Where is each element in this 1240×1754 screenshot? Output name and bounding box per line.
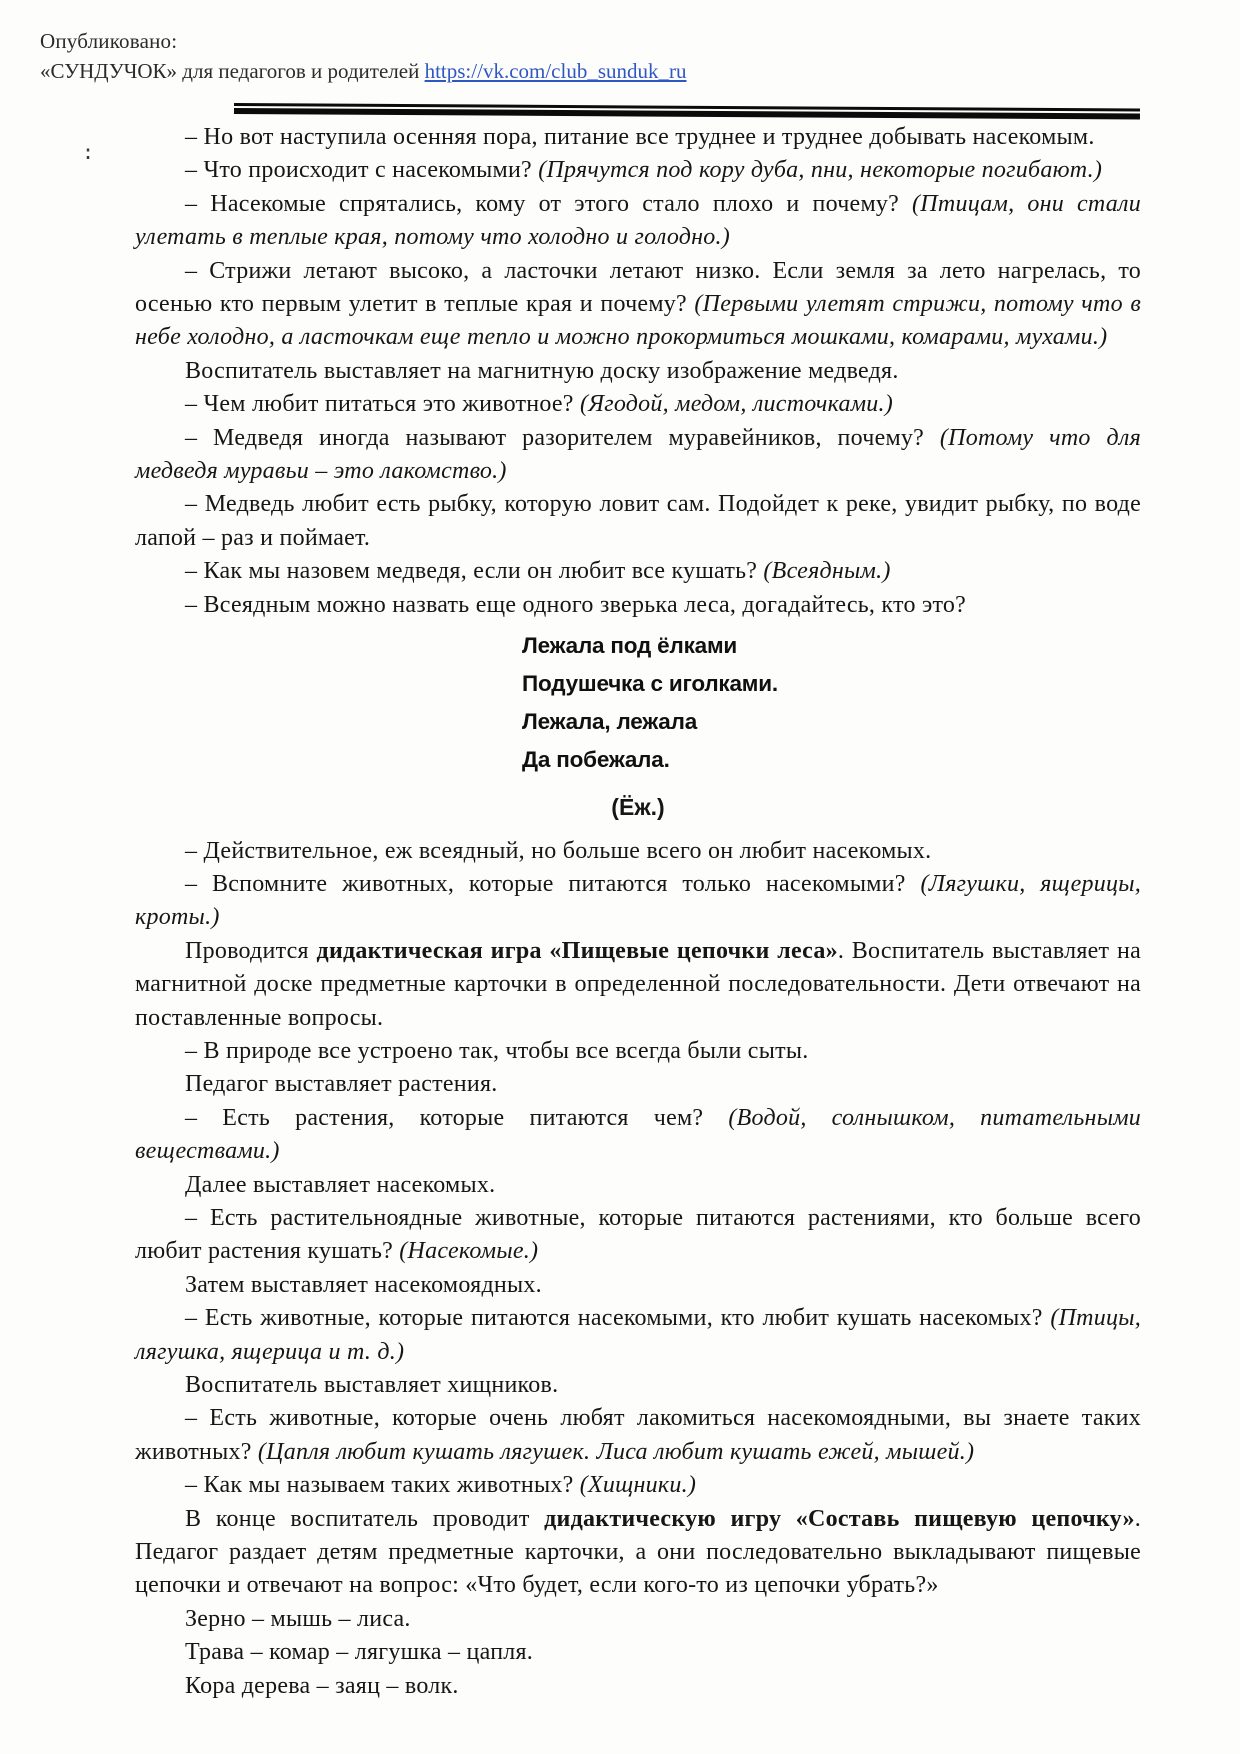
paragraph [135,1202,1141,1269]
text-segment: Воспитатель выставляет хищников. [185,1372,559,1398]
margin-colon-artifact: : [82,140,95,164]
paragraph [135,835,1141,868]
paragraph [135,422,1141,489]
header [40,26,687,86]
text-segment: Кора дерева – заяц – волк. [185,1672,459,1699]
paragraph [135,188,1141,255]
text-segment: Зерно – мышь – лиса. [185,1605,411,1632]
text-segment: (Прячутся под кору дуба, пни, некоторые погибают.) [538,157,1103,184]
text-segment: – Что происходит с насекомыми? [185,157,539,184]
text-segment: В конце воспитатель проводит [185,1505,545,1532]
paragraph [135,1035,1141,1068]
paragraph [135,1402,1141,1469]
text-segment: (Первыми улетят стрижи, потому что в небе холодно, а ласточкам еще тепло и можно прокормиться мошками, комарами, мухами.) [135,291,1141,351]
text-segment: – Чем любит питаться это животное? [185,391,580,418]
vk-link[interactable]: https://vk.com/club_sunduk_ru [424,59,687,83]
paragraph [135,935,1141,1035]
paragraph [135,255,1141,355]
paragraph [135,1369,1141,1402]
text-segment: дидактическая игра «Пищевые цепочки леса» [316,937,838,964]
publisher-line [40,56,687,86]
text-segment: Проводится [185,937,317,964]
poem-line: Лежала под ёлками [522,633,738,659]
poem-line: Да побежала. [522,747,670,773]
text-segment: (Лягушки, ящерицы, кроты.) [135,870,1142,931]
paragraph [135,555,1141,588]
text-segment: (Потому что для медведя муравьи – это лакомство.) [135,424,1141,485]
scan-divider-bar [234,103,1140,120]
text-segment: дидактическую игру «Составь пищевую цепочку» [544,1505,1135,1532]
published-label: Опубликовано: [40,29,178,53]
paragraph [135,388,1141,421]
text-segment: Воспитатель выставляет на магнитную доску изображение медведя. [185,357,899,384]
text-segment: (Ёж.) [611,794,665,821]
paragraph [135,1068,1141,1101]
text-segment: . Воспитатель выставляет на магнитной доске предметные карточки в определенной последовательности. Дети отвечают на поставленные вопросы. [135,937,1141,1031]
text-segment: – Есть растительноядные животные, которые питаются растениями, кто больше всего любит растения кушать? [135,1204,1141,1265]
text-segment: (Хищники.) [579,1472,697,1499]
text-segment: – Стрижи летают высоко, а ласточки летают низко. Если земля за лето нагрелась, то осенью кто первым улетит в теплые края и почему? [135,257,1141,318]
document-body [135,121,1141,1703]
text-segment: Далее выставляет насекомых. [185,1171,496,1198]
text-segment: – Вспомните животных, которые питаются только насекомыми? [185,870,921,897]
poem-line: Лежала, лежала [522,709,698,735]
paragraph [135,1302,1141,1369]
text-segment: – Как мы назовем медведя, если он любит все кушать? [185,558,764,585]
text-segment: (Ягодой, медом, листочками.) [579,391,894,418]
text-segment: – Есть растения, которые питаются чем? [185,1104,729,1131]
paragraph [135,1102,1141,1169]
text-segment: (Всеядным.) [763,558,891,585]
text-segment: Трава – комар – лягушка – цапля. [185,1639,534,1666]
text-segment: (Насекомые.) [399,1238,539,1265]
paragraph [135,154,1141,187]
paragraph [135,1469,1141,1502]
text-segment: (Птицы, лягушка, ящерица и т. д.) [135,1305,1141,1365]
poem-line: Подушечка с иголками. [522,671,778,697]
paragraph [135,868,1141,935]
text-segment: – Медведь любит есть рыбку, которую ловит сам. Подойдет к реке, увидит рыбку, по воде лапой – раз и поймает. [135,491,1141,551]
paragraph [135,488,1141,555]
paragraph [135,1269,1141,1302]
text-segment: – В природе все устроено так, чтобы все всегда были сыты. [185,1037,809,1064]
paragraph [135,121,1141,154]
text-segment: (Цапля любит кушать лягушек. Лиса любит кушать ежей, мышей.) [257,1438,975,1465]
poem [522,627,1141,779]
text-segment: – Всеядным можно назвать еще одного зверька леса, догадайтесь, кто это? [185,591,967,618]
paragraph [135,1603,1141,1636]
text-segment: – Как мы называем таких животных? [185,1472,580,1499]
paragraph [135,589,1141,622]
paragraph [135,355,1141,388]
paragraph [135,1169,1141,1202]
text-segment: Педагог выставляет растения. [185,1071,498,1098]
text-segment: – Но вот наступила осенняя пора, питание все труднее и труднее добывать насекомым. [185,124,1095,150]
text-segment: – Медведя иногда называют разорителем муравейников, почему? [185,424,940,451]
text-segment: – Есть животные, которые очень любят лакомиться насекомоядными, вы знаете таких животных? [135,1405,1141,1465]
paragraph [135,1503,1141,1603]
text-segment: Затем выставляет насекомоядных. [185,1271,542,1298]
text-segment: (Водой, солнышком, питательными веществами.) [135,1104,1142,1165]
poem-answer [135,791,1141,824]
publisher-text: «СУНДУЧОК» для педагогов и родителей [40,59,425,83]
text-segment: – Есть животные, которые питаются насекомыми, кто любит кушать насекомых? [185,1305,1051,1332]
text-segment: – Действительное, еж всеядный, но больше всего он любит насекомых. [185,837,932,864]
paragraph [135,1636,1141,1669]
text-segment: – Насекомые спрятались, кому от этого стало плохо и почему? [185,190,913,217]
paragraph [135,1670,1141,1703]
text-segment: . Педагог раздает детям предметные карточки, а они последовательно выкладывают пищевые цепочки и отвечают на вопрос: «Что будет, если кого-то из цепочки убрать?» [135,1505,1141,1599]
text-segment: (Птицам, они стали улетать в теплые края, потому что холодно и голодно.) [135,190,1141,251]
